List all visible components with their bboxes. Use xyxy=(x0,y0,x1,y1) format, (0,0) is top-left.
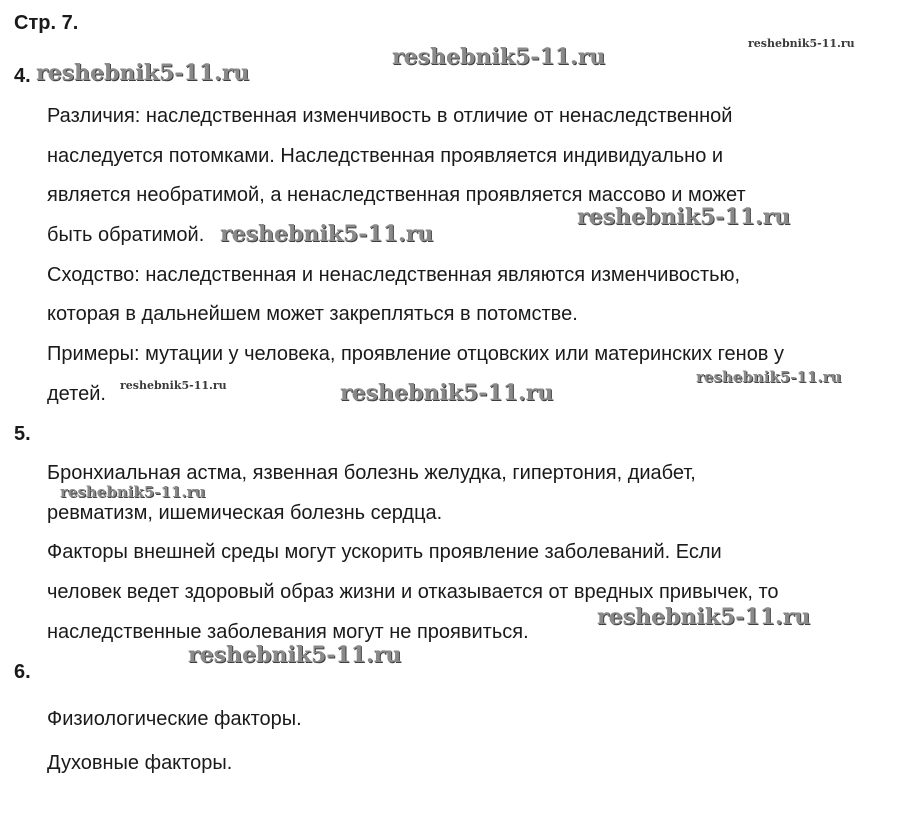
task-4-line-4: быть обратимой. xyxy=(47,224,205,246)
watermark: reshebnik5-11.ru xyxy=(597,604,811,630)
watermark: reshebnik5-11.ru xyxy=(696,368,842,386)
task-5-line-5: наследственные заболевания могут не проявиться. xyxy=(47,621,529,643)
watermark: reshebnik5-11.ru xyxy=(340,380,554,406)
task-number-4: 4. xyxy=(14,65,31,87)
task-4-line-2: наследуется потомками. Наследственная проявляется индивидуально и xyxy=(47,145,724,167)
task-4-line-7: Примеры: мутации у человека, проявление отцовских или материнских генов у xyxy=(47,343,784,365)
watermark: reshebnik5-11.ru xyxy=(392,44,606,70)
task-4-line-6: которая в дальнейшем может закрепляться в потомстве. xyxy=(47,303,578,325)
task-number-5: 5. xyxy=(14,423,31,445)
task-4-line-8: детей. xyxy=(47,383,106,405)
watermark: reshebnik5-11.ru xyxy=(577,204,791,230)
task-4-line-5: Сходство: наследственная и ненаследственная являются изменчивостью, xyxy=(47,264,741,286)
task-6-line-2: Духовные факторы. xyxy=(47,752,233,774)
task-5-line-1: Бронхиальная астма, язвенная болезнь желудка, гипертония, диабет, xyxy=(47,462,696,484)
task-4-line-1: Различия: наследственная изменчивость в отличие от ненаследственной xyxy=(47,105,733,127)
task-6-line-1: Физиологические факторы. xyxy=(47,708,302,730)
watermark: reshebnik5-11.ru xyxy=(120,379,227,392)
task-4-line-3: является необратимой, а ненаследственная проявляется массово и может xyxy=(47,184,746,206)
task-number-6: 6. xyxy=(14,661,31,683)
task-5-line-4: человек ведет здоровый образ жизни и отказывается от вредных привычек, то xyxy=(47,581,779,603)
watermark: reshebnik5-11.ru xyxy=(220,221,434,247)
watermark: reshebnik5-11.ru xyxy=(748,37,855,50)
watermark: reshebnik5-11.ru xyxy=(188,642,402,668)
watermark: reshebnik5-11.ru xyxy=(36,60,250,86)
page-title: Стр. 7. xyxy=(14,12,79,34)
watermark: reshebnik5-11.ru xyxy=(60,483,206,501)
task-5-line-2: ревматизм, ишемическая болезнь сердца. xyxy=(47,502,443,524)
task-5-line-3: Факторы внешней среды могут ускорить проявление заболеваний. Если xyxy=(47,541,722,563)
